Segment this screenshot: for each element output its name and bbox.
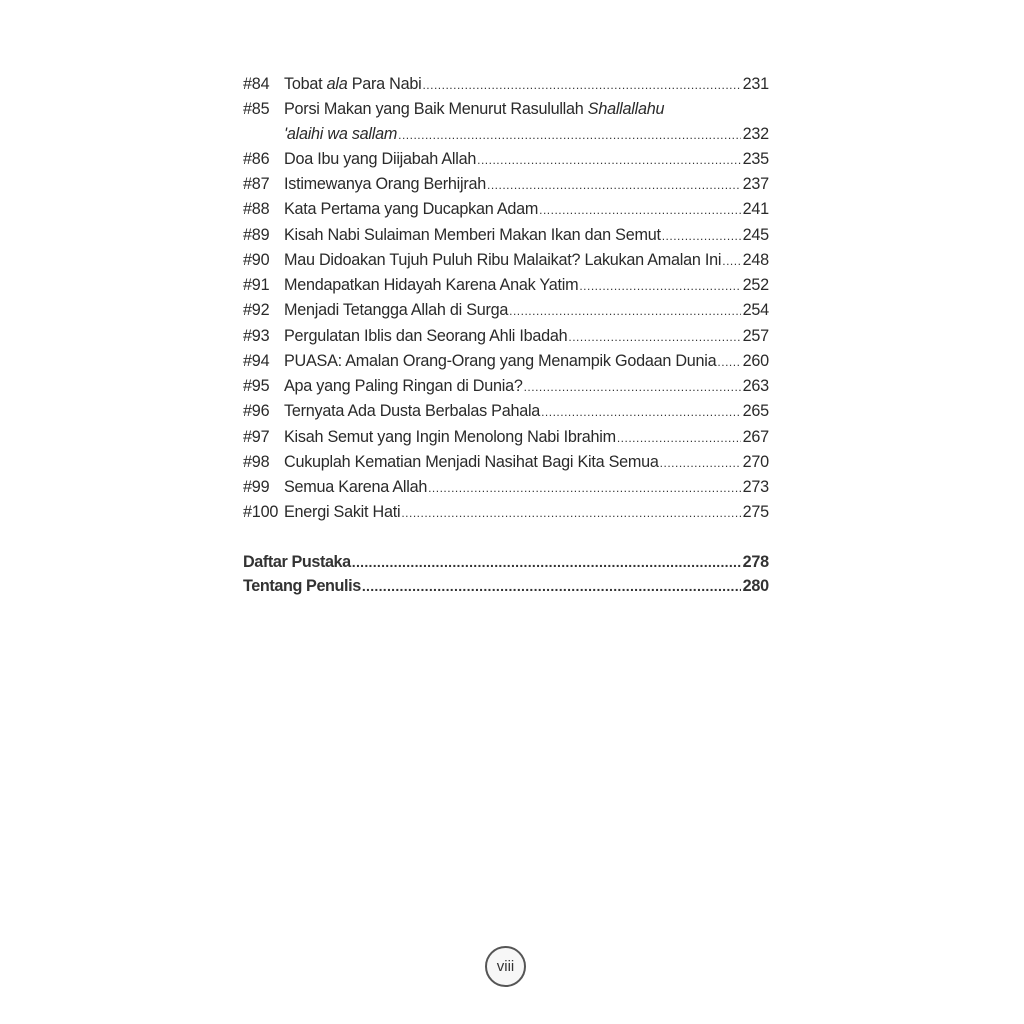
entry-number: #84: [243, 75, 270, 93]
toc-spacer: [243, 526, 769, 550]
entry-title-part: Kata Pertama yang Ducapkan Adam: [284, 200, 539, 219]
entry-body: [243, 550, 769, 574]
entry-body: [284, 273, 769, 298]
entry-body: [284, 298, 769, 323]
entry-title-part: Porsi Makan yang Baik Menurut Rasulullah: [284, 100, 588, 119]
entry-page-number: 267: [742, 427, 769, 446]
dot-leader: [398, 123, 740, 147]
entry-title-line: [284, 172, 769, 197]
entry-number: #94: [243, 351, 270, 370]
entry-body: [284, 147, 769, 172]
entry-number: #87: [243, 175, 270, 193]
dot-leader: [568, 325, 740, 349]
entry-title-line: [284, 374, 769, 399]
back-matter-title: Tentang Penulis: [243, 576, 361, 595]
toc-entry[interactable]: [243, 500, 769, 525]
toc-entry[interactable]: [243, 374, 769, 399]
entry-title: [284, 172, 486, 196]
entry-page-number: 270: [742, 452, 769, 471]
toc-entry[interactable]: [243, 147, 769, 172]
dot-leader: [539, 198, 740, 222]
entry-title-line: [284, 197, 769, 222]
entry-title-line: [284, 500, 769, 525]
back-matter-page-number: 280: [742, 576, 769, 595]
toc-entry[interactable]: [243, 223, 769, 248]
entry-page-number: 245: [742, 225, 769, 244]
entry-title-part: Doa Ibu yang Diijabah Allah: [284, 149, 477, 168]
entry-title: [284, 147, 476, 171]
entry-page-number: 260: [742, 351, 769, 370]
entry-page-number: 275: [742, 503, 769, 522]
dot-leader: [617, 426, 741, 450]
entry-title-line: [243, 574, 769, 598]
dot-leader: [509, 299, 740, 323]
entry-title-part: Istimewanya Orang Berhijrah: [284, 175, 486, 193]
entry-body: [284, 399, 769, 424]
entry-title-part: 'alaihi wa sallam: [284, 124, 398, 143]
entry-title: [284, 374, 523, 398]
entry-page-number: 263: [742, 377, 769, 395]
entry-page-number: 265: [742, 402, 769, 421]
entry-page-number: 232: [742, 124, 769, 143]
entry-number: #92: [243, 301, 270, 320]
entry-page-number: 252: [742, 276, 769, 294]
entry-number: #93: [243, 326, 270, 345]
entry-title-line: [284, 425, 769, 450]
entry-title-line: [284, 147, 769, 172]
toc-entry[interactable]: [243, 349, 769, 374]
entry-number: #90: [243, 250, 270, 269]
entry-body: [284, 172, 769, 197]
entry-title: [284, 450, 659, 474]
entry-title-line: [284, 97, 769, 121]
dot-leader: [362, 574, 741, 598]
entry-title-part: Shallallahu: [587, 100, 665, 119]
entry-title: [284, 425, 616, 449]
entry-title: [284, 273, 578, 297]
entry-title-line: [284, 122, 769, 147]
entry-number: #86: [243, 149, 270, 168]
toc-entry[interactable]: [243, 248, 769, 273]
entry-title-line: [284, 475, 769, 500]
entry-body: [284, 248, 769, 273]
entry-title: [284, 349, 716, 373]
dot-leader: [541, 400, 741, 424]
entry-number: #96: [243, 402, 270, 421]
entry-page-number: 257: [742, 326, 769, 345]
entry-title-line: [284, 223, 769, 248]
dot-leader: [524, 375, 741, 399]
entry-title-line: [284, 273, 769, 298]
entry-title-part: Tobat: [284, 75, 327, 93]
dot-leader: [662, 224, 741, 248]
entry-title-part: Kisah Semut yang Ingin Menolong Nabi Ibrahim: [284, 427, 616, 446]
entry-page-number: 241: [742, 200, 769, 219]
toc-entry[interactable]: [243, 273, 769, 298]
page-number: viii: [496, 958, 515, 975]
entry-body: [284, 475, 769, 500]
toc-entry[interactable]: [243, 72, 769, 97]
entry-body: [284, 450, 769, 475]
entry-title-part: Ternyata Ada Dusta Berbalas Pahala: [284, 402, 541, 421]
entry-body: [243, 574, 769, 598]
page-number-badge: [485, 946, 526, 987]
back-matter-title: Daftar Pustaka: [243, 552, 351, 571]
dot-leader: [428, 476, 740, 500]
dot-leader: [422, 73, 740, 97]
entry-title-line: [284, 450, 769, 475]
back-matter-page-number: 278: [742, 552, 769, 571]
entry-title: [284, 72, 421, 96]
entry-title-part: Kisah Nabi Sulaiman Memberi Makan Ikan dan Semut: [284, 225, 661, 244]
entry-page-number: 237: [742, 175, 769, 193]
entry-body: [284, 349, 769, 374]
entry-title: [284, 97, 664, 121]
entry-number: #88: [243, 200, 270, 219]
entry-page-number: 231: [742, 75, 769, 93]
entry-title-line: [284, 349, 769, 374]
dot-leader: [717, 350, 740, 374]
entry-body: [284, 374, 769, 399]
toc-entry[interactable]: [243, 324, 769, 349]
entry-title-part: PUASA: Amalan Orang-Orang yang Menampik Godaan Dunia: [284, 351, 717, 370]
entry-body: [284, 324, 769, 349]
entry-body: [284, 197, 769, 222]
entry-number: #98: [243, 452, 270, 471]
dot-leader: [477, 148, 740, 172]
entry-title-part: Energi Sakit Hati: [284, 503, 401, 522]
entry-title-line: [284, 248, 769, 273]
dot-leader: [579, 274, 740, 298]
entry-title: [284, 298, 508, 322]
entry-page-number: 235: [742, 149, 769, 168]
toc-entry[interactable]: [243, 450, 769, 475]
entry-number: #85: [243, 100, 270, 119]
entry-title: [284, 223, 661, 247]
toc-back-matter-list: [243, 550, 769, 599]
dot-leader: [487, 173, 741, 197]
entry-page-number: 254: [742, 301, 769, 320]
entry-title-part: Mau Didoakan Tujuh Puluh Ribu Malaikat? Lakukan Amalan Ini: [284, 250, 722, 269]
toc-chapter-list: [243, 72, 769, 526]
entry-title: [284, 399, 540, 423]
entry-title-part: Para Nabi: [347, 75, 422, 93]
entry-title-part: Apa yang Paling Ringan di Dunia?: [284, 377, 523, 395]
dot-leader: [401, 501, 740, 525]
entry-number: #97: [243, 427, 270, 446]
toc-entry[interactable]: [243, 97, 769, 147]
entry-title: [284, 197, 538, 221]
entry-body: [284, 425, 769, 450]
toc-entry[interactable]: [243, 475, 769, 500]
entry-title-continued: [284, 122, 397, 146]
entry-title: [284, 248, 721, 272]
entry-title-part: Cukuplah Kematian Menjadi Nasihat Bagi Kita Semua: [284, 452, 659, 471]
toc-back-matter-entry[interactable]: [243, 550, 769, 574]
toc-entry[interactable]: [243, 298, 769, 323]
entry-body: [284, 223, 769, 248]
entry-title-part: Pergulatan Iblis dan Seorang Ahli Ibadah: [284, 326, 568, 345]
toc-entry[interactable]: [243, 172, 769, 197]
entry-title-part: ala: [326, 75, 348, 93]
entry-page-number: 248: [742, 250, 769, 269]
entry-title-line: [284, 298, 769, 323]
toc-entry[interactable]: [243, 399, 769, 424]
entry-number: #91: [243, 276, 270, 294]
entry-body: [284, 97, 769, 147]
entry-page-number: 273: [742, 478, 769, 496]
dot-leader: [722, 249, 740, 273]
entry-title-part: Semua Karena Allah: [284, 478, 428, 496]
entry-title-line: [284, 72, 769, 97]
entry-title-part: Menjadi Tetangga Allah di Surga: [284, 301, 509, 320]
toc-entry[interactable]: [243, 425, 769, 450]
entry-title-part: Mendapatkan Hidayah Karena Anak Yatim: [284, 276, 579, 294]
entry-title-line: [284, 399, 769, 424]
entry-body: [284, 72, 769, 97]
entry-title-line: [284, 324, 769, 349]
entry-title: [284, 324, 567, 348]
entry-number: #95: [243, 377, 270, 395]
entry-number: #99: [243, 478, 270, 496]
toc-entry[interactable]: [243, 197, 769, 222]
entry-title: [284, 500, 400, 524]
table-of-contents: [243, 72, 769, 598]
entry-number: #100: [243, 503, 279, 522]
dot-leader: [352, 550, 741, 574]
entry-title: [284, 475, 427, 499]
entry-title-line: [243, 550, 769, 574]
toc-back-matter-entry[interactable]: [243, 574, 769, 598]
entry-body: [284, 500, 769, 525]
entry-number: #89: [243, 225, 270, 244]
dot-leader: [660, 451, 741, 475]
